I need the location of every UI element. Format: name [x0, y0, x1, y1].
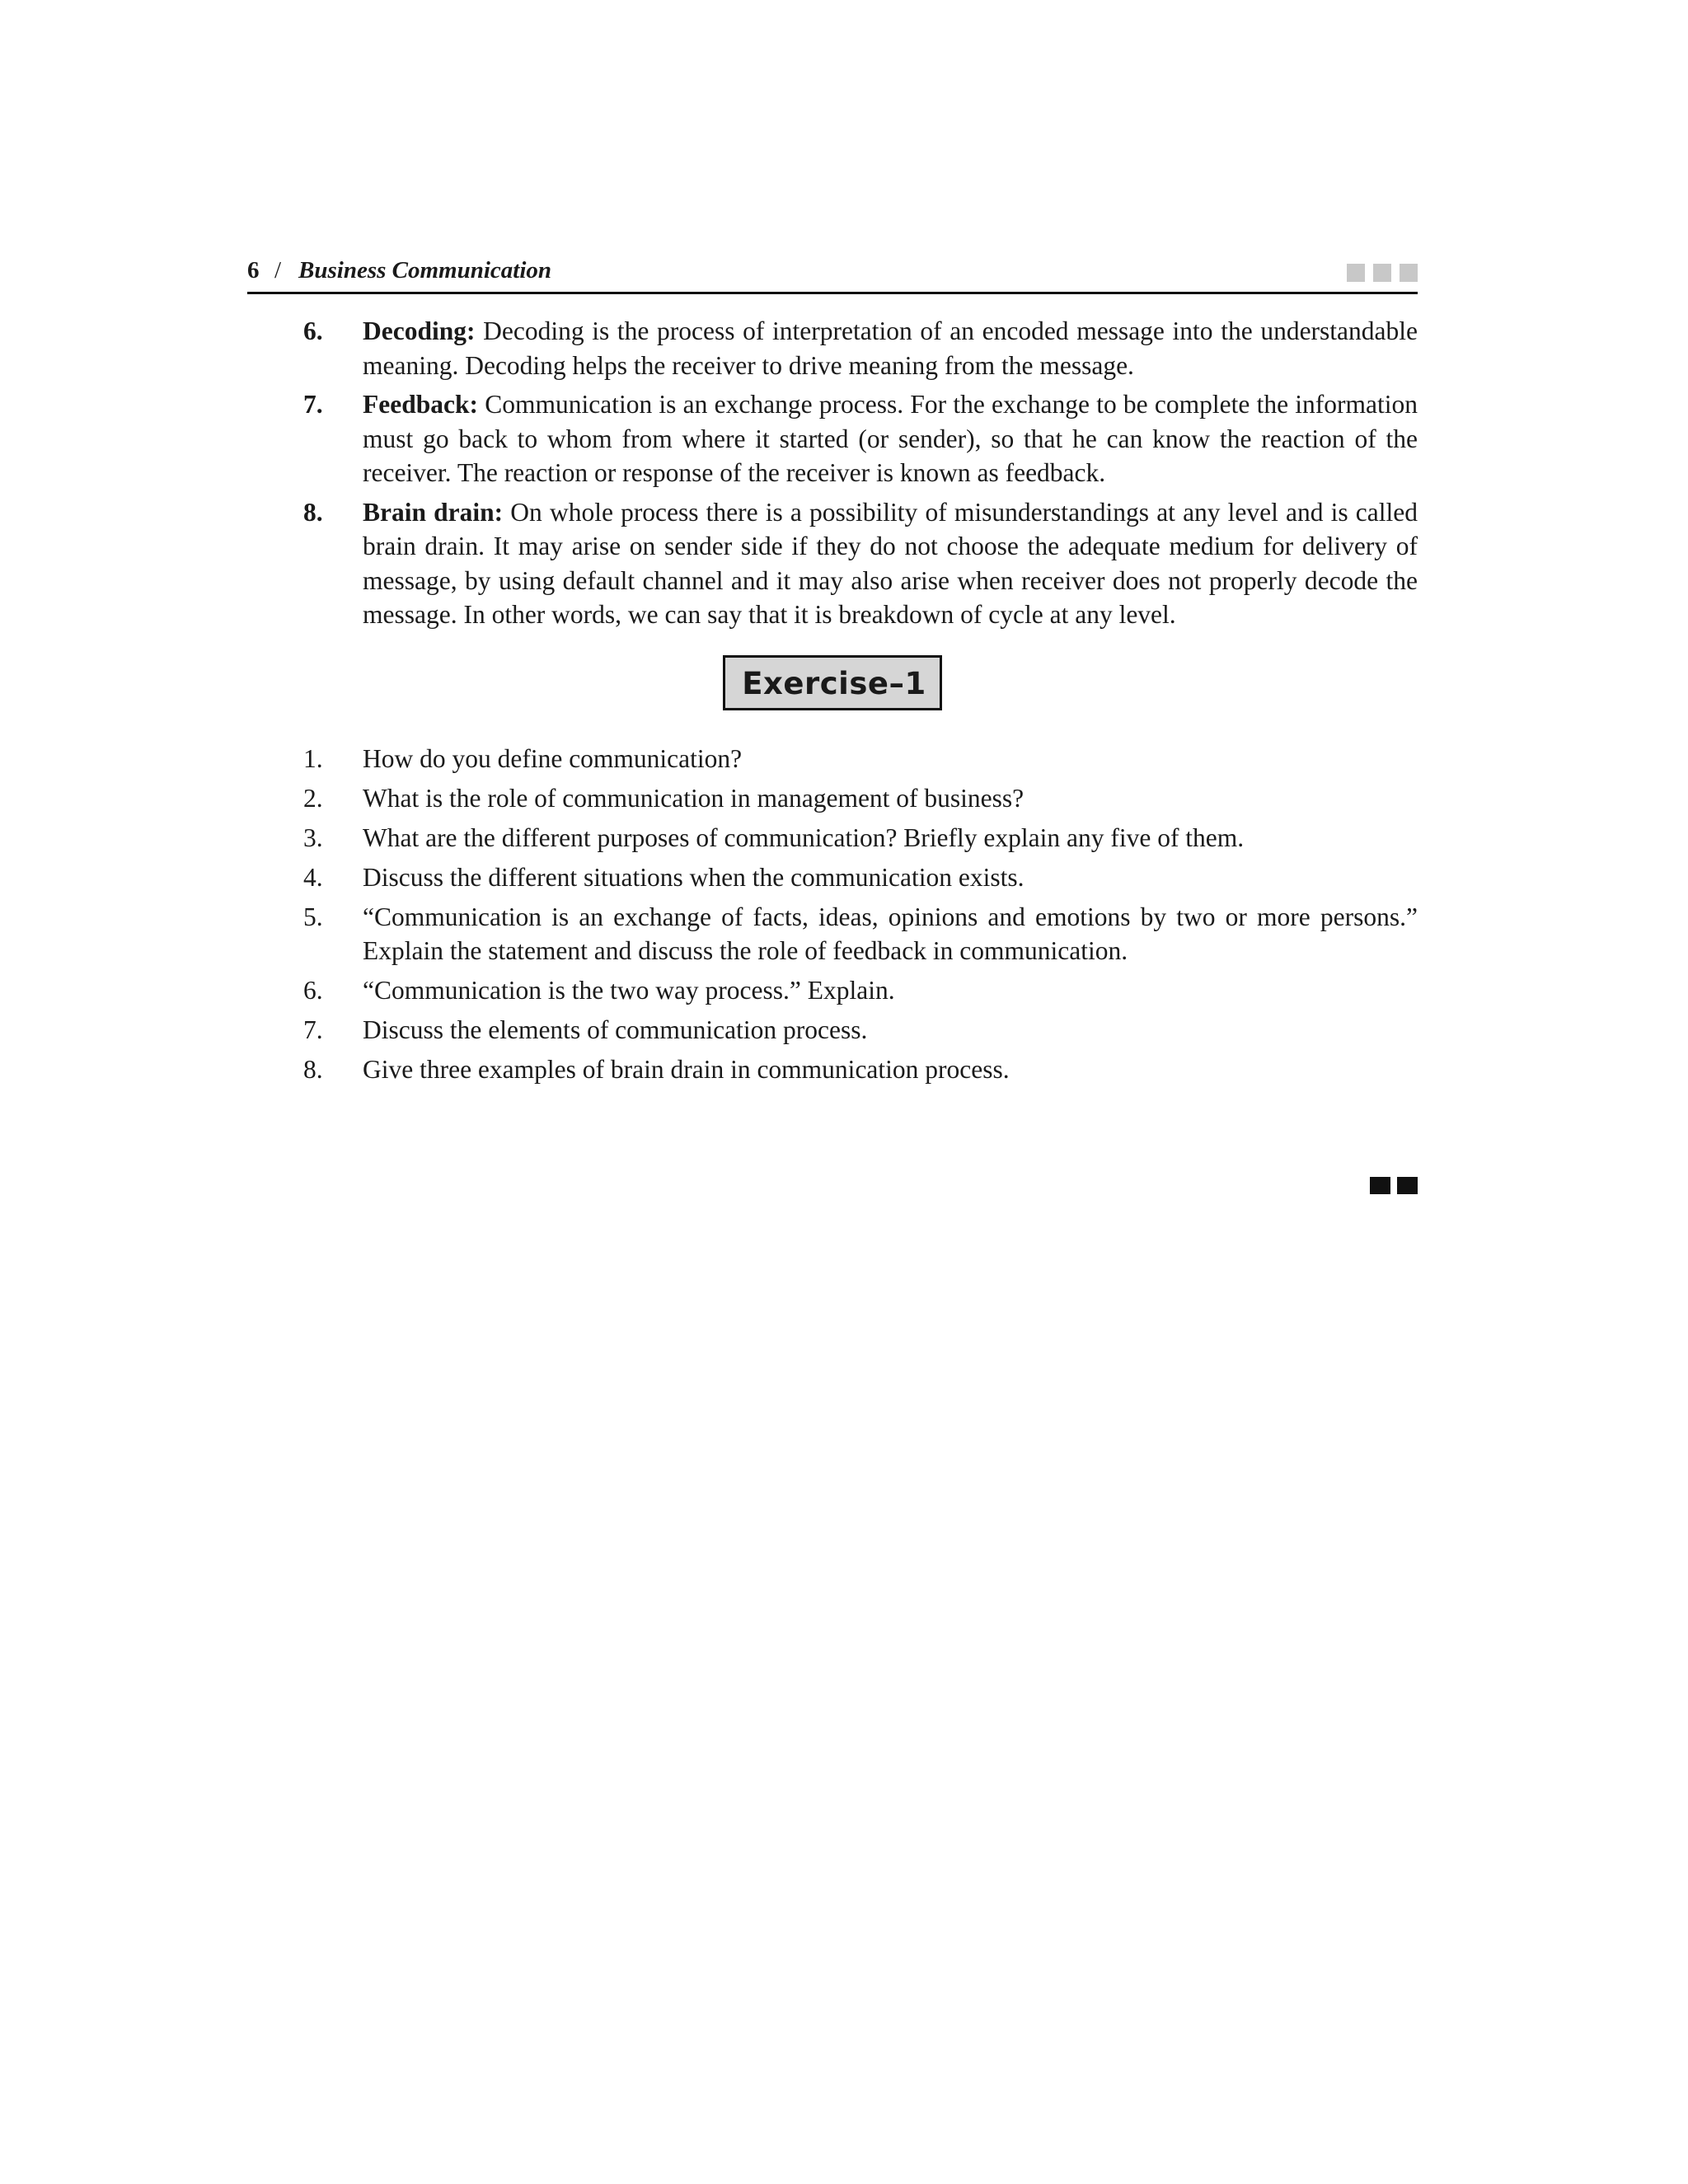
question-item [247, 742, 1418, 776]
question-item [247, 821, 1418, 855]
definition-item [247, 314, 1418, 382]
question-item [247, 973, 1418, 1008]
decor-square-icon [1347, 264, 1365, 282]
header-decor-squares [1347, 264, 1418, 282]
question-item [247, 900, 1418, 968]
question-list [247, 742, 1418, 1087]
running-header [247, 255, 1418, 294]
end-square-icon [1370, 1177, 1390, 1194]
question-text: What is the role of communication in management of business? [363, 783, 1025, 813]
question-number: 2. [303, 783, 323, 813]
decor-square-icon [1373, 264, 1391, 282]
question-number: 4. [303, 862, 323, 892]
question-text: “Communication is the two way process.” Explain. [363, 976, 895, 1005]
definition-number: 8. [303, 497, 323, 527]
exercise-heading: Exercise–1 [723, 655, 941, 710]
question-text: “Communication is an exchange of facts, ideas, opinions and emotions by two or more persons.” Explain the statement and discuss the role of feedback in communication. [363, 902, 1418, 965]
question-text: How do you define communication? [363, 743, 743, 773]
question-item [247, 781, 1418, 816]
book-title: Business Communication [298, 257, 552, 284]
question-item [247, 1013, 1418, 1047]
definition-term: Brain drain: [363, 497, 504, 527]
question-number: 3. [303, 823, 323, 852]
definition-item [247, 495, 1418, 632]
question-text: Give three examples of brain drain in communication process. [363, 1055, 1010, 1084]
question-number: 8. [303, 1055, 323, 1084]
question-number: 7. [303, 1015, 323, 1044]
definition-item [247, 387, 1418, 490]
definition-term: Decoding: [363, 316, 476, 345]
question-item [247, 860, 1418, 895]
question-text: Discuss the elements of communication process. [363, 1015, 868, 1044]
header-separator: / [274, 257, 282, 284]
definition-text: Decoding is the process of interpretation of an encoded message into the understandable meaning. Decoding helps the receiver to drive meaning from the message. [363, 316, 1418, 380]
exercise-heading-wrap [247, 655, 1418, 710]
definition-text: Communication is an exchange process. For the exchange to be complete the information must go back to whom from where it started (or sender), so that he can know the reaction of the receiver. The reaction or response of the receiver is known as feedback. [363, 390, 1418, 487]
page-number: 6 [247, 257, 260, 284]
definition-number: 7. [303, 390, 323, 419]
decor-square-icon [1400, 264, 1418, 282]
chapter-end-marker [1370, 1177, 1418, 1194]
book-page [247, 255, 1418, 1092]
definition-number: 6. [303, 316, 323, 345]
end-square-icon [1397, 1177, 1418, 1194]
question-item [247, 1052, 1418, 1087]
question-number: 6. [303, 976, 323, 1005]
question-number: 5. [303, 902, 323, 931]
question-number: 1. [303, 743, 323, 773]
question-text: Discuss the different situations when the communication exists. [363, 862, 1025, 892]
definition-list [247, 314, 1418, 632]
question-text: What are the different purposes of communication? Briefly explain any five of them. [363, 823, 1245, 852]
definition-term: Feedback: [363, 390, 478, 419]
definition-text: On whole process there is a possibility of misunderstandings at any level and is called brain drain. It may arise on sender side if they do not choose the adequate medium for delivery of message, by using default channel and it may also arise when receiver does not properly decode the message. In other words, we can say that it is breakdown of cycle at any level. [363, 497, 1418, 629]
